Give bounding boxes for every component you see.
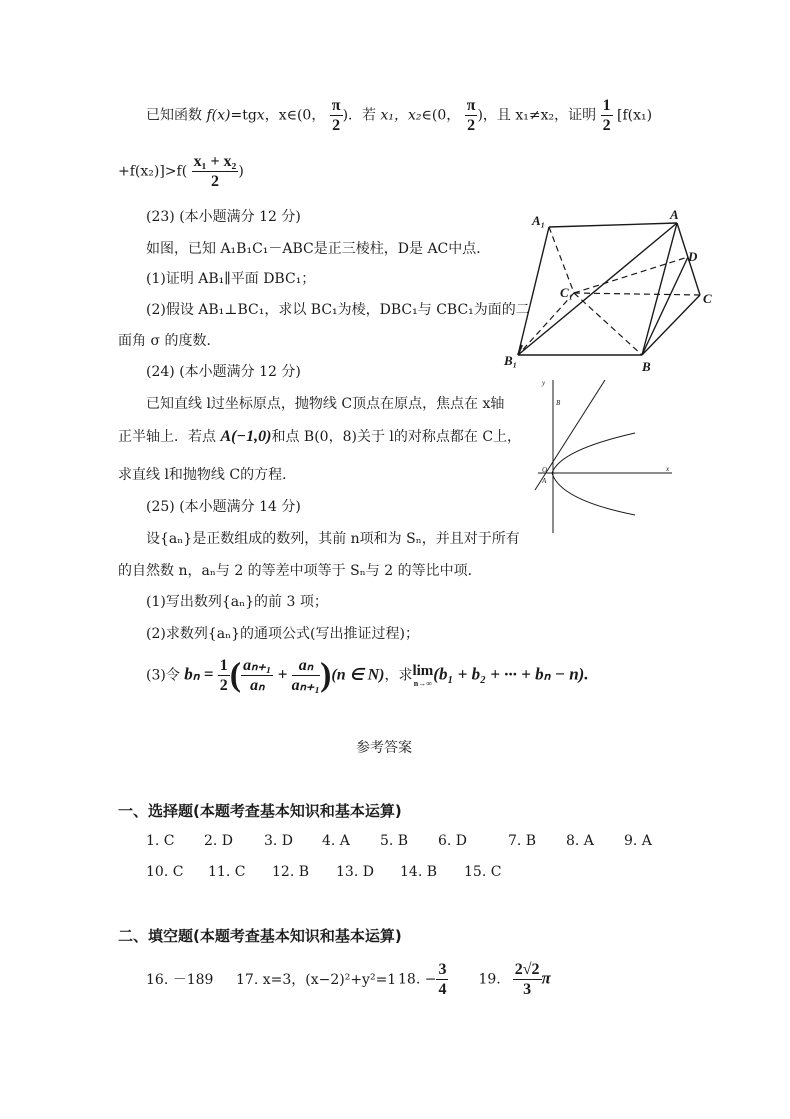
answers-sec2: 二、填空题(本题考查基本知识和基本运算) bbox=[118, 927, 402, 945]
q22-l2-start: +f(x₂)]>f( bbox=[118, 163, 188, 180]
label-d: D bbox=[688, 249, 698, 264]
label-b: B bbox=[642, 359, 651, 374]
edge-ab bbox=[642, 223, 677, 355]
ans-9: 9. A bbox=[624, 833, 652, 849]
q22-lead: 已知函数 bbox=[146, 107, 207, 124]
label-c1: C₁ bbox=[560, 285, 574, 300]
ans-3: 3. D bbox=[264, 833, 294, 849]
q25-lparen: ( bbox=[229, 656, 242, 694]
q22-x1x2: x₁，x₂ bbox=[380, 107, 422, 124]
q25-frac1: $\frac{\text{aₙ₊₁}}{\text{aₙ}}$ bbox=[243, 657, 272, 694]
q23-line1: 如图，已知 A₁B₁C₁－ABC是正三棱柱，D是 AC中点． bbox=[146, 241, 491, 257]
ans-8: 8. A bbox=[566, 833, 594, 849]
q25-line4: (2)求数列{aₙ}的通项公式(写出推证过程)； bbox=[146, 626, 419, 642]
q25-header: (25) (本小题满分 14 分) bbox=[146, 499, 301, 515]
q24-point-a: A(−1,0) bbox=[220, 428, 272, 445]
fill-16: 16. －189 bbox=[146, 971, 214, 988]
q23-line3: (2)假设 AB₁⊥BC₁，求以 BC₁为棱，DBC₁与 CBC₁为面的二 bbox=[146, 302, 530, 318]
ans-14: 14. B bbox=[400, 864, 438, 880]
ans-10: 10. C bbox=[146, 864, 184, 880]
q25-line1: 设{aₙ}是正数组成的数列，其前 n项和为 Sₙ，并且对于所有 bbox=[146, 531, 520, 547]
edge-b1a bbox=[518, 223, 677, 355]
edge-c1d bbox=[574, 257, 688, 293]
edge-a1c1 bbox=[549, 227, 574, 293]
q22-in2: ∈(0， bbox=[421, 107, 461, 124]
q22-l2-end: ) bbox=[238, 163, 244, 180]
q24-line1: 已知直线 l过坐标原点，抛物线 C顶点在原点，焦点在 x轴 bbox=[146, 396, 505, 412]
ans-2: 2. D bbox=[204, 833, 234, 849]
prism-figure bbox=[500, 205, 725, 375]
fig-x: x bbox=[666, 465, 670, 473]
q22-line1 bbox=[146, 96, 652, 135]
parabola-figure bbox=[530, 375, 680, 535]
ans-4: 4. A bbox=[322, 833, 350, 849]
fill-19-pi: π bbox=[541, 968, 551, 988]
q22-half: $\frac{1}{2}$ bbox=[602, 97, 611, 134]
q25-eq: = bbox=[199, 664, 218, 684]
q23-header: (23) (本小题满分 12 分) bbox=[146, 209, 301, 225]
q25-nN: (n ∈ N) bbox=[331, 666, 385, 684]
fill-18: 18. − bbox=[398, 971, 437, 988]
fill-17: 17. x=3，(x−2)²+y²=1 bbox=[236, 971, 397, 988]
answers-title: 参考答案 bbox=[356, 740, 412, 756]
answers-row2 bbox=[146, 863, 514, 881]
q25-l5a: (3)令 bbox=[146, 667, 185, 684]
edge-a1a bbox=[549, 223, 677, 227]
q24-line3: 求直线 l和抛物线 C的方程． bbox=[118, 467, 297, 483]
q24-l2b: 和点 B(0，8)关于 l的对称点都在 C上， bbox=[271, 429, 522, 445]
q25-sum: (b₁ + b₂ + ··· + bₙ − n). bbox=[433, 664, 589, 684]
ans-11: 11. C bbox=[208, 864, 246, 880]
edge-cb bbox=[642, 295, 700, 355]
q25-bn: bₙ bbox=[184, 664, 200, 684]
q24-l2a: 正半轴上．若点 bbox=[118, 429, 221, 445]
q22-if: )．若 bbox=[342, 107, 381, 124]
answers-fill-row bbox=[146, 960, 551, 999]
fig-a: A bbox=[542, 477, 547, 485]
q25-line2: 的自然数 n，aₙ与 2 的等差中项等于 Sₙ与 2 的等比中项． bbox=[118, 563, 482, 579]
q22-bracket: [f(x₁) bbox=[617, 107, 653, 124]
label-a1: A₁ bbox=[532, 213, 546, 228]
label-c: C bbox=[703, 291, 712, 306]
q25-line3: (1)写出数列{aₙ}的前 3 项； bbox=[146, 594, 328, 610]
answers-row1 bbox=[146, 832, 664, 850]
q25-line5 bbox=[146, 656, 589, 695]
q25-frac2: $\frac{\text{aₙ}}{\text{aₙ₊₁}}$ bbox=[291, 657, 321, 694]
fill-19: 19. bbox=[478, 971, 501, 988]
label-b1: B₁ bbox=[504, 353, 518, 368]
q22-line2 bbox=[118, 152, 244, 191]
parabola-curve bbox=[552, 433, 635, 515]
ans-12: 12. B bbox=[272, 864, 310, 880]
q25-plus: + bbox=[273, 664, 292, 684]
q25-half: $\frac{1}{2}$ bbox=[219, 657, 228, 694]
ans-15: 15. C bbox=[464, 864, 502, 880]
fill-18-frac: $\frac{3}{4}$ bbox=[438, 961, 447, 998]
fig-y: y bbox=[542, 379, 546, 387]
q25-lim: lim n→∞ bbox=[412, 662, 434, 688]
label-a: A bbox=[670, 207, 679, 222]
q23-line2: (1)证明 AB₁∥平面 DBC₁； bbox=[146, 271, 316, 287]
fig-b: B bbox=[556, 399, 561, 407]
edge-c1b1 bbox=[518, 293, 574, 355]
ans-5: 5. B bbox=[380, 833, 409, 849]
ans-13: 13. D bbox=[336, 864, 374, 880]
ans-1: 1. C bbox=[146, 833, 175, 849]
ans-7: 7. B bbox=[508, 833, 537, 849]
q22-interval: ，x∈(0， bbox=[264, 107, 326, 124]
fill-19-frac: $\frac{2√2}{3}$ bbox=[514, 961, 540, 998]
q22-cond: )，且 x₁≠x₂，证明 bbox=[477, 107, 597, 124]
q25-rparen: ) bbox=[320, 656, 332, 694]
edge-bd bbox=[642, 257, 688, 355]
fig-o: O bbox=[542, 466, 548, 474]
q22-fx: f(x) bbox=[206, 107, 231, 124]
q22-x: x bbox=[256, 107, 265, 124]
answers-sec1: 一、选择题(本题考查基本知识和基本运算) bbox=[118, 802, 402, 820]
q24-line2 bbox=[118, 428, 521, 446]
q23-line4: 面角 σ 的度数． bbox=[118, 333, 221, 349]
edge-a1b1 bbox=[518, 227, 549, 355]
q22-pi-over-2b: $\frac{\pi}{2}$ bbox=[466, 97, 476, 134]
q25-seek: ，求 bbox=[384, 667, 413, 684]
ans-6: 6. D bbox=[438, 833, 468, 849]
q22-mean-frac: $\frac{\text{x₁ + x₂}}{2}$ bbox=[193, 153, 237, 190]
q22-pi-over-2: $\frac{\pi}{2}$ bbox=[331, 97, 341, 134]
edge-c1b bbox=[574, 293, 642, 355]
q22-tg: =tg bbox=[230, 107, 257, 124]
q24-header: (24) (本小题满分 12 分) bbox=[146, 364, 301, 380]
